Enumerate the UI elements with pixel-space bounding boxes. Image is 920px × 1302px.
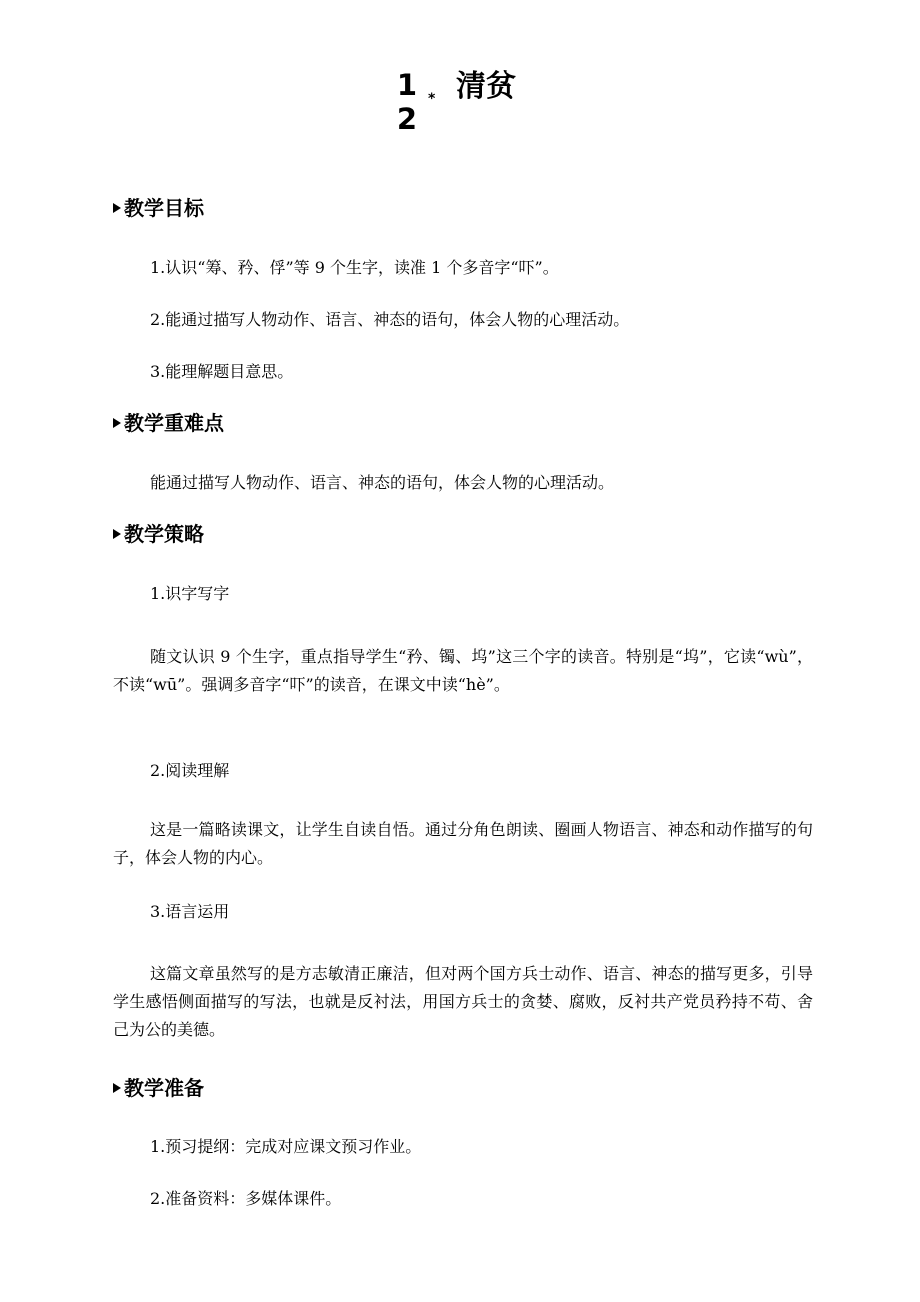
section-heading-goals [113,195,204,221]
section-heading-key-points [113,410,224,436]
section-heading-strategy [113,521,204,547]
goal-item: 3.能理解题目意思。 [150,362,294,381]
strategy-subtitle: 2.阅读理解 [150,761,230,780]
goal-item: 2.能通过描写人物动作、语言、神态的语句，体会人物的心理活动。 [150,310,630,329]
goal-item: 1.认识“筹、矜、俘”等 9 个生字，读准 1 个多音字“吓”。 [150,258,559,277]
strategy-subtitle: 1.识字写字 [150,584,230,603]
preparation-item: 2.准备资料：多媒体课件。 [150,1189,342,1208]
triangle-bullet-icon [113,418,121,428]
lesson-title: 清贫 [456,69,516,104]
strategy-paragraph: 随文认识 9 个生字，重点指导学生“矜、镯、坞”这三个字的读音。特别是“坞”，它读“wù”，不读“wū”。强调多音字“吓”的读音，在课文中读“hè”。 [113,647,813,694]
triangle-bullet-icon [113,203,121,213]
triangle-bullet-icon [113,1083,121,1093]
lesson-title-block [0,68,920,148]
heading-label: 教学目标 [124,196,204,220]
preparation-item: 1.预习提纲：完成对应课文预习作业。 [150,1137,422,1156]
heading-label: 教学准备 [124,1076,204,1100]
section-heading-preparation [113,1075,204,1101]
lesson-number: 12 [396,68,418,136]
heading-label: 教学策略 [124,522,204,546]
strategy-paragraph: 这篇文章虽然写的是方志敏清正廉洁，但对两个国方兵士动作、语言、神态的描写更多，引导学生感悟侧面描写的写法，也就是反衬法，用国方兵士的贪婪、腐败，反衬共产党员矜持不苟、舍己为公的美德。 [113,964,813,1039]
strategy-subtitle: 3.语言运用 [150,902,230,921]
lesson-mark: * [428,91,436,107]
triangle-bullet-icon [113,529,121,539]
heading-label: 教学重难点 [124,411,224,435]
key-points-text: 能通过描写人物动作、语言、神态的语句，体会人物的心理活动。 [150,473,615,492]
strategy-paragraph: 这是一篇略读课文，让学生自读自悟。通过分角色朗读、圈画人物语言、神态和动作描写的句子，体会人物的内心。 [113,820,813,867]
